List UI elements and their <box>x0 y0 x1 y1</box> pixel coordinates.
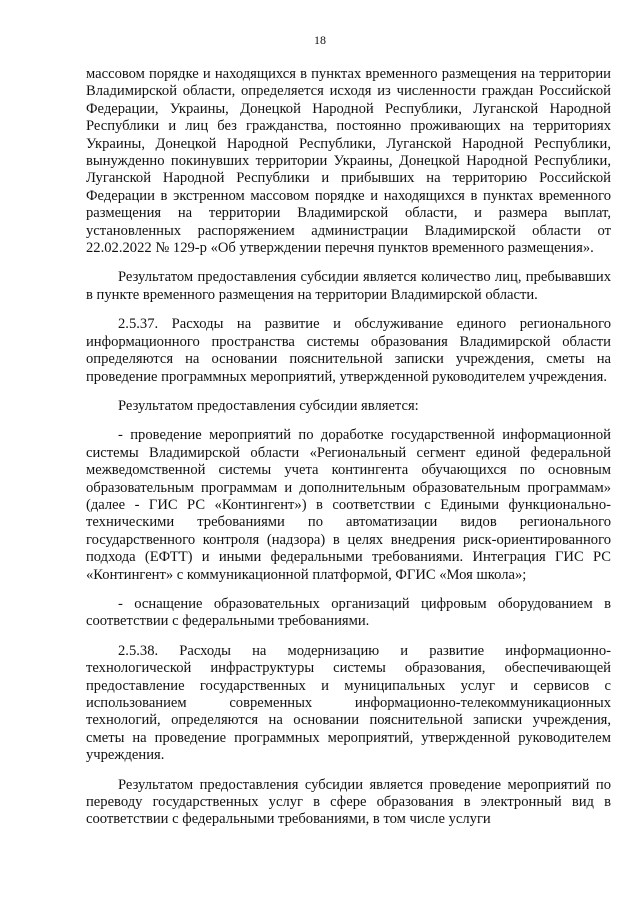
paragraph-result-electronic-services: Результатом предоставления субсидии является проведение мероприятий по переводу государственных услуг в сфере образования в электронный вид в соответствии с федеральными требованиями, в том числе услуги <box>86 776 611 828</box>
paragraph-list-item-digital-equipment: - оснащение образовательных организаций цифровым оборудованием в соответствии с федеральными требованиями. <box>86 595 611 630</box>
page-number: 18 <box>314 33 326 47</box>
document-body <box>86 66 611 829</box>
paragraph-result-intro: Результатом предоставления субсидии является: <box>118 397 419 414</box>
paragraph-list-item-gis-contingent: - проведение мероприятий по доработке государственной информационной системы Владимирской области «Региональный сегмент единой федеральной межведомственной системы учета контингента обучающихся по основным образовательным программам и дополнительным образовательным программам» (далее - ГИС РС «Контингент») в соответствии с Едиными функционально-техническими требованиями по автоматизации видов регионального государственного контроля (надзора) в целях внедрения риск-ориентированного подхода (ЕФТТ) и иными федеральными требованиями. Интеграция ГИС РС «Контингент» с коммуникационной платформой, ФГИС «Моя школа»; <box>86 427 611 583</box>
paragraph-result-temporary-placement: Результатом предоставления субсидии является количество лиц, пребывавших в пункте временного размещения на территории Владимирской области. <box>86 269 611 303</box>
paragraph-2-5-37: 2.5.37. Расходы на развитие и обслуживание единого регионального информационного пространства системы образования Владимирской области определяются на основании пояснительной записки учреждения, сметы на проведение программных мероприятий, утвержденной руководителем учреждения. <box>86 316 611 385</box>
paragraph-continuation: массовом порядке и находящихся в пунктах временного размещения на территории Владимирской области, определяется исходя из численности граждан Российской Федерации, Украины, Донецкой Народной Республики, Луганской Народной Республики и лиц без гражданства, постоянно проживающих на территориях Украины, Донецкой Народной Республики, Луганской Народной Республики, вынужденно покинувших территории Украины, Донецкой Народной Республики, Луганской Народной Республики и прибывших на территорию Российской Федерации в экстренном массовом порядке и находящихся в пунктах временного размещения на территории Владимирской области, и размера выплат, установленных распоряжением администрации Владимирской области от 22.02.2022 № 129-р «Об утверждении перечня пунктов временного размещения». <box>86 66 611 257</box>
paragraph-2-5-38: 2.5.38. Расходы на модернизацию и развитие информационно-технологической инфраструктуры системы образования, обеспечивающей предоставление государственных и муниципальных услуг и сервисов с использованием современных информационно-телекоммуникационных технологий, определяются на основании пояснительной записки учреждения, сметы на проведение программных мероприятий, утвержденной руководителем учреждения. <box>86 642 611 764</box>
